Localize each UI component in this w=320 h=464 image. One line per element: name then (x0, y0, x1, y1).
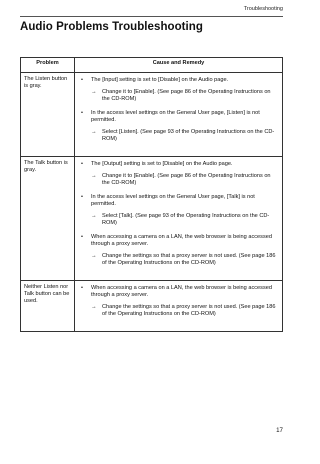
remedy-text: Select [Talk]. (See page 93 of the Operating Instructions on the CD-ROM) (102, 213, 270, 226)
cause-remedy-column-header: Cause and Remedy (75, 58, 283, 73)
header-rule (20, 16, 283, 17)
table-row (21, 73, 283, 157)
arrow-right-icon: → (91, 89, 97, 95)
table-row (21, 157, 283, 281)
arrow-right-icon: → (91, 253, 97, 259)
problem-cell: The Listen button is gray. (21, 73, 75, 157)
cause-text: When accessing a camera on a LAN, the web browser is being accessed through a proxy server. (91, 285, 272, 298)
arrow-right-icon: → (91, 173, 97, 179)
cause-text: When accessing a camera on a LAN, the web browser is being accessed through a proxy server. (91, 234, 272, 247)
cause-item (78, 161, 279, 168)
remedy-item (78, 129, 279, 143)
remedy-text: Select [Listen]. (See page 93 of the Operating Instructions on the CD-ROM) (102, 129, 275, 142)
cause-remedy-cell (75, 73, 283, 157)
cause-item (78, 77, 279, 84)
bullet-icon: • (81, 161, 83, 167)
cause-text: In the access level settings on the General User page, [Talk] is not permitted. (91, 194, 255, 207)
remedy-text: Change the settings so that a proxy server is not used. (See page 186 of the Operating Instructions on the CD-ROM) (102, 304, 276, 317)
problem-column-header: Problem (21, 58, 75, 73)
page-number: 17 (276, 427, 283, 434)
arrow-right-icon: → (91, 129, 97, 135)
cause-text: The [Input] setting is set to [Disable] on the Audio page. (91, 77, 229, 83)
cause-item (78, 285, 279, 299)
remedy-text: Change the settings so that a proxy server is not used. (See page 186 of the Operating Instructions on the CD-ROM) (102, 253, 276, 266)
cause-text: The [Output] setting is set to [Disable] on the Audio page. (91, 161, 233, 167)
cause-remedy-cell (75, 157, 283, 281)
bullet-icon: • (81, 234, 83, 240)
arrow-right-icon: → (91, 213, 97, 219)
bullet-icon: • (81, 110, 83, 116)
page-title: Audio Problems Troubleshooting (20, 21, 203, 33)
remedy-text: Change it to [Enable]. (See page 86 of the Operating Instructions on the CD-ROM) (102, 173, 271, 186)
bullet-icon: • (81, 285, 83, 291)
remedy-text: Change it to [Enable]. (See page 86 of the Operating Instructions on the CD-ROM) (102, 89, 271, 102)
cause-text: In the access level settings on the General User page, [Listen] is not permitted. (91, 110, 260, 123)
problem-cell: The Talk button is gray. (21, 157, 75, 281)
problem-cell: Neither Listen nor Talk button can be used. (21, 281, 75, 332)
cause-item (78, 110, 279, 124)
cause-remedy-cell (75, 281, 283, 332)
cause-item (78, 194, 279, 208)
remedy-item (78, 253, 279, 267)
remedy-item (78, 173, 279, 187)
table-header-row (21, 58, 283, 73)
running-head: Troubleshooting (243, 6, 283, 12)
remedy-item (78, 213, 279, 227)
table-row (21, 281, 283, 332)
troubleshooting-table (20, 57, 283, 332)
bullet-icon: • (81, 77, 83, 83)
cause-item (78, 234, 279, 248)
bullet-icon: • (81, 194, 83, 200)
remedy-item (78, 304, 279, 318)
remedy-item (78, 89, 279, 103)
arrow-right-icon: → (91, 304, 97, 310)
